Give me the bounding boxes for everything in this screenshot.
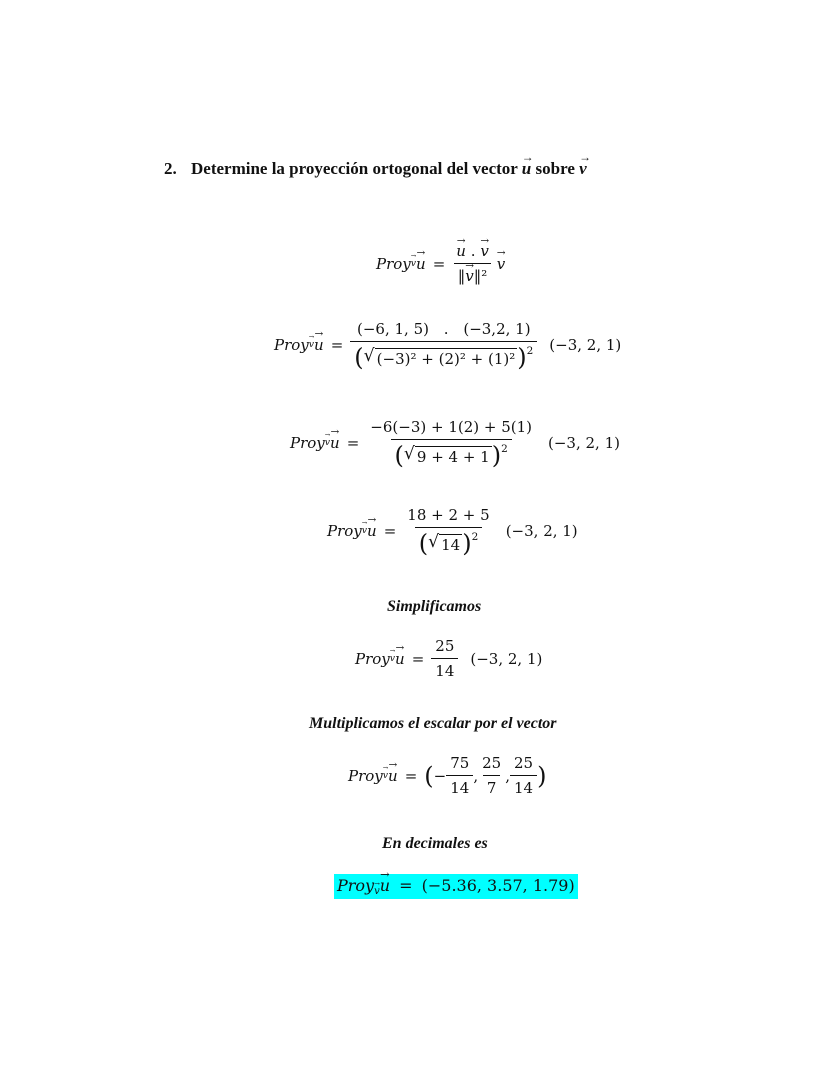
left-paren: (: [424, 761, 434, 790]
square-exponent: 2: [526, 345, 534, 357]
simplify-label: Simplificamos: [387, 598, 482, 615]
problem-heading: [164, 159, 587, 179]
proy-u: → u: [367, 522, 377, 540]
proy-subscript-v: → v: [362, 525, 367, 536]
step-1-denominator: [350, 341, 537, 372]
step-2-radicand: 9 + 4 + 1: [416, 448, 490, 467]
norm-right: ‖²: [473, 267, 488, 285]
step-1-fraction: [350, 320, 537, 372]
num-dot: .: [470, 242, 476, 260]
result-value: (−5.36, 3.57, 1.79): [421, 876, 575, 895]
formula-fraction: [452, 242, 493, 285]
highlighted-result: [334, 874, 578, 899]
num-u: → u: [456, 242, 466, 260]
sqrt-sign: [428, 534, 462, 554]
formula-denominator: [454, 263, 492, 285]
sqrt-sign: [364, 348, 518, 368]
decimal-label: En decimales es: [382, 835, 488, 852]
square-exponent: 2: [471, 531, 479, 543]
equals-sign: =: [404, 766, 418, 785]
norm-v: → v: [465, 267, 473, 285]
sqrt-sign: [404, 446, 492, 466]
proy-u: → u: [380, 876, 390, 895]
fraction-1-denominator: 14: [446, 775, 473, 797]
proy-label: Proy: [376, 254, 411, 273]
proy-u: → u: [314, 336, 324, 354]
fraction-1-numerator: 75: [450, 754, 470, 772]
proy-label: Proy: [327, 521, 362, 540]
problem-number: 2.: [164, 159, 177, 178]
right-paren: ): [537, 761, 547, 790]
step-2-fraction: [366, 418, 536, 470]
step-2-equation: [290, 418, 620, 470]
proy-subscript-v: → v: [390, 653, 395, 664]
proy-label: Proy: [337, 876, 375, 895]
left-paren: (: [354, 343, 364, 372]
comma-separator: ,: [473, 766, 479, 785]
equals-sign: =: [399, 876, 413, 895]
vector-v-components: (−3,2, 1): [463, 320, 531, 338]
equals-sign: =: [432, 254, 446, 273]
vector-v-coordinates: (−3, 2, 1): [549, 335, 622, 354]
equals-sign: =: [411, 649, 425, 668]
step-5-equation: [348, 754, 546, 797]
step-3-equation: [327, 506, 578, 558]
proy-subscript-v: → v: [309, 339, 314, 350]
left-paren: (: [418, 529, 429, 558]
fraction-2-numerator: 25: [482, 754, 502, 772]
square-exponent: 2: [501, 443, 508, 455]
proy-subscript-v: → v: [325, 437, 330, 448]
step-3-fraction: [403, 506, 493, 558]
step-4-denominator: 14: [431, 658, 458, 680]
proy-u: → u: [395, 650, 405, 668]
step-3-numerator: 18 + 2 + 5: [407, 506, 490, 524]
step-1-equation: [274, 320, 622, 372]
equals-sign: =: [330, 335, 344, 354]
proy-subscript-v: → v: [383, 770, 388, 781]
problem-connector: sobre: [535, 159, 575, 178]
step-3-denominator: [415, 527, 483, 558]
right-paren: ): [491, 441, 502, 470]
right-paren: ): [517, 343, 527, 372]
vector-u-symbol: → u: [522, 159, 531, 179]
step-4-fraction: [431, 637, 458, 680]
radical-symbol: √: [428, 532, 440, 553]
proy-label: Proy: [274, 335, 309, 354]
right-paren: ): [462, 529, 472, 558]
proy-subscript-v: → v: [411, 258, 416, 269]
proy-label: Proy: [290, 433, 325, 452]
step-4-equation: [355, 637, 542, 680]
vector-u-components: (−6, 1, 5): [357, 320, 429, 338]
minus-sign: −: [433, 766, 447, 785]
vector-v-coordinates: (−3, 2, 1): [470, 649, 543, 668]
formula-trailing-v: → v: [497, 255, 505, 273]
proy-u: → u: [330, 434, 340, 452]
vector-v-coordinates: (−3, 2, 1): [548, 433, 620, 452]
proy-label: Proy: [348, 766, 383, 785]
multiply-label: Multiplicamos el escalar por el vector: [309, 715, 557, 732]
dot-product-sign: .: [443, 320, 449, 338]
fraction-3-numerator: 25: [514, 754, 534, 772]
fraction-2: [478, 754, 505, 797]
step-1-radicand: (−3)² + (2)² + (1)²: [376, 350, 516, 369]
proy-label: Proy: [355, 649, 390, 668]
equals-sign: =: [346, 433, 360, 452]
step-3-radicand: 14: [441, 536, 461, 555]
fraction-3: [510, 754, 537, 797]
step-2-numerator: −6(−3) + 1(2) + 5(1): [370, 418, 533, 436]
norm-left: ‖: [457, 267, 466, 285]
proy-u: → u: [388, 767, 398, 785]
equals-sign: =: [383, 521, 397, 540]
comma-separator: ,: [505, 766, 510, 785]
projection-formula: [376, 242, 505, 285]
left-paren: (: [394, 441, 404, 470]
fraction-2-denominator: 7: [483, 775, 501, 797]
step-4-numerator: 25: [435, 637, 455, 655]
vector-v-coordinates: (−3, 2, 1): [505, 521, 578, 540]
num-v: → v: [480, 242, 488, 260]
radical-symbol: √: [403, 444, 415, 465]
vector-v-symbol: → v: [579, 159, 587, 179]
proy-subscript-v: → $_v$: [374, 886, 380, 897]
step-2-denominator: [391, 439, 512, 470]
fraction-1: [446, 754, 473, 797]
radical-symbol: √: [363, 346, 375, 367]
problem-text: Determine la proyección ortogonal del vector: [191, 159, 518, 178]
proy-u: → u: [416, 255, 426, 273]
step-1-numerator: [353, 320, 535, 341]
fraction-3-denominator: 14: [510, 775, 537, 797]
